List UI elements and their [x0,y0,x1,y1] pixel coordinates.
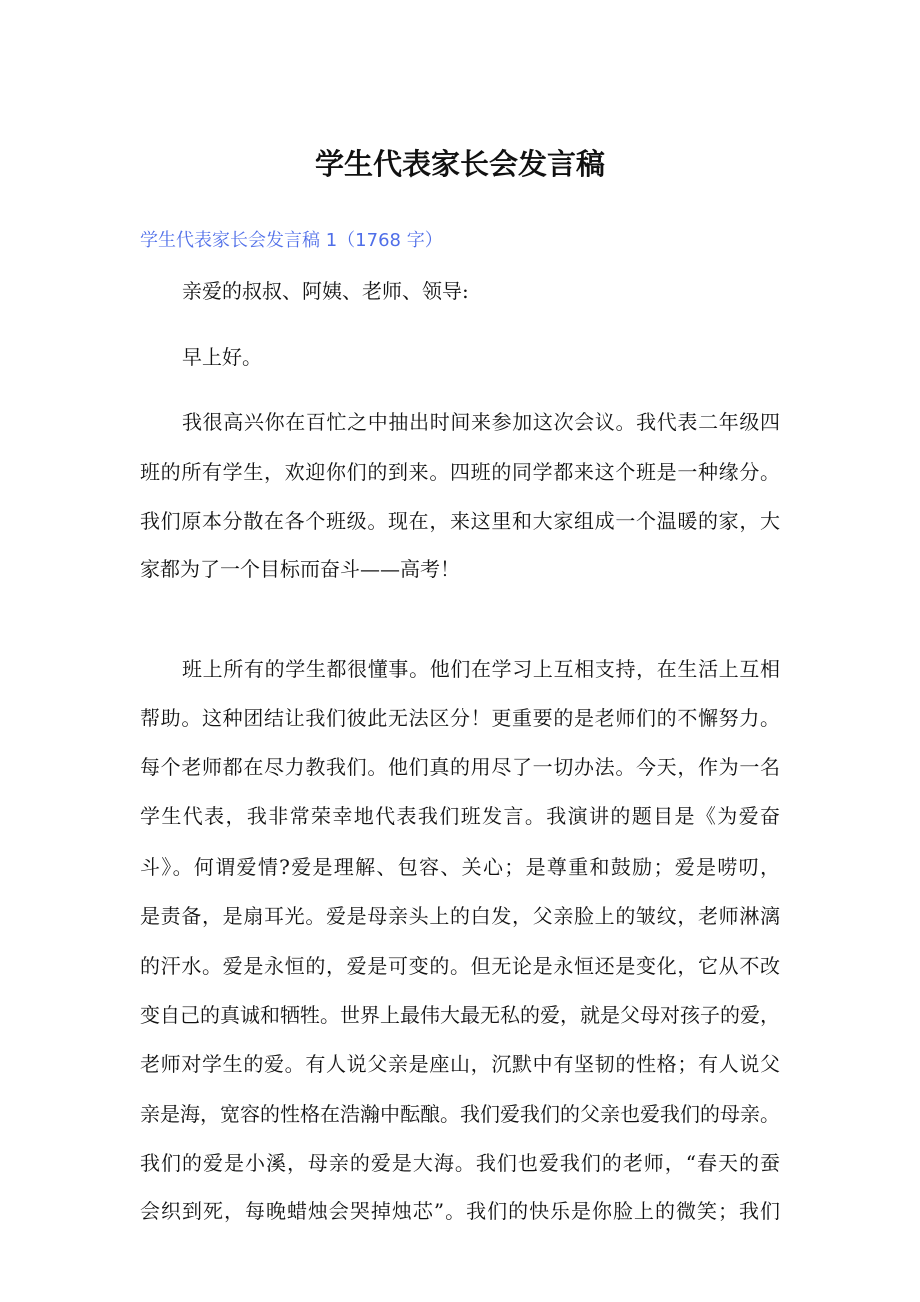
greeting: 亲爱的叔叔、阿姨、老师、领导: [182,279,469,303]
paragraph-line: 变自己的真诚和牺牲。世界上最伟大最无私的爱，就是父母对孩子的爱， [140,1003,780,1027]
paragraph-line: 亲是海，宽容的性格在浩瀚中酝酿。我们爱我们的父亲也爱我们的母亲。 [140,1102,780,1126]
paragraph-line: 的汗水。爱是永恒的，爱是可变的。但无论是永恒还是变化，它从不改 [140,954,780,978]
paragraph-line: 我们原本分散在各个班级。现在，来这里和大家组成一个温暖的家，大 [140,509,780,533]
paragraph-line: 我很高兴你在百忙之中抽出时间来参加这次会议。我代表二年级四 [182,410,780,434]
paragraph-line: 家都为了一个目标而奋斗——高考！ [140,557,460,581]
paragraph-line: 会织到死，每晚蜡烛会哭掉烛芯”。我们的快乐是你脸上的微笑；我们 [140,1199,780,1223]
paragraph-line: 每个老师都在尽力教我们。他们真的用尽了一切办法。今天，作为一名 [140,755,780,779]
document-title: 学生代表家长会发言稿 [314,147,605,181]
paragraph-line: 班的所有学生，欢迎你们的到来。四班的同学都来这个班是一种缘分。 [140,460,780,484]
paragraph-line: 班上所有的学生都很懂事。他们在学习上互相支持，在生活上互相 [182,657,780,681]
paragraph-line: 我们的爱是小溪，母亲的爱是大海。我们也爱我们的老师，“春天的蚕 [140,1151,780,1175]
paragraph-line: 帮助。这种团结让我们彼此无法区分！更重要的是老师们的不懈努力。 [140,706,780,730]
paragraph-line: 学生代表，我非常荣幸地代表我们班发言。我演讲的题目是《为爱奋 [140,804,780,828]
paragraph-line: 老师对学生的爱。有人说父亲是座山，沉默中有坚韧的性格；有人说父 [140,1052,780,1076]
paragraph-line: 是责备，是扇耳光。爱是母亲头上的白发，父亲脸上的皱纹，老师淋漓 [140,904,780,928]
section-heading: 学生代表家长会发言稿 1（1768 字） [140,230,443,251]
paragraph-line: 斗》。何谓爱情?爱是理解、包容、关心；是尊重和鼓励；爱是唠叨， [140,855,780,879]
morning-text: 早上好。 [182,345,262,369]
